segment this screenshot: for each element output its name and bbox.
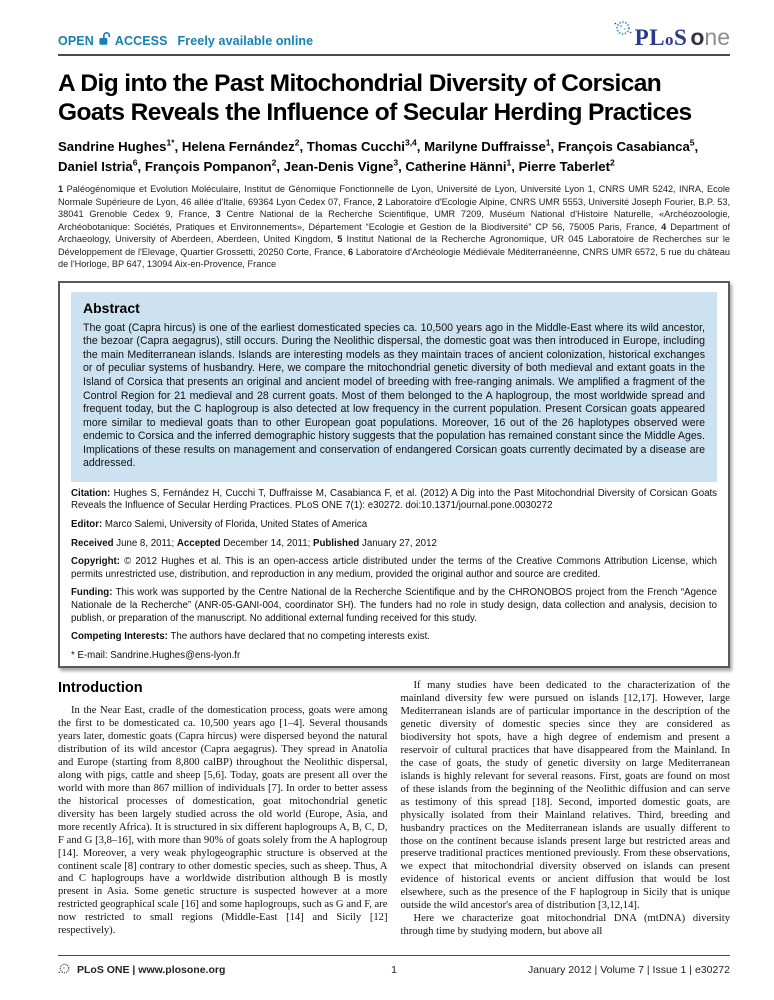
plos-one-logo <box>614 26 730 49</box>
author: François Pompanon$^2$, <box>144 157 284 175</box>
dates-row: Received June 8, 2011; Accepted December 14, 2011; Published January 27, 2012 <box>71 537 437 549</box>
article-title <box>58 69 730 128</box>
intro-paragraph-2: If many studies have been dedicated to the characterization of the mainland diversity few were pursued on islands [12,17]. However, large Mediterranean islands are of particular importance in the description of the genetic diversity of domestic species since they are considered as biodiversity hot spots, have a high degree of endemism and present a reservoir of cultural practices that have disappeared from the Mainland. In the case of goats, the study of genetic diversity on large Mediterranean islands is highly relevant for several reasons. First, goats are found on most of these islands from the beginning of the Neolithic diffusion and can serve as testimony of this spread [18]. Second, imported domestic goats, are physically isolated from their Mainland relatives. Third, breeding and husbandry practices on the Mediterranean islands are usually different to those on the continent because islands present large but restricted areas and preserve traditional practices mentioned previously. From these observations, we expect that mitochondrial diversity observed on islands can present evidence of historical events or ancient diffusion that would be lost elsewhere, such as the presence of the F haplogroup in Sicily that is unique outside the wild ancestor's area of distribution [3,12,14]. <box>400 680 730 912</box>
open-access-banner <box>58 32 313 49</box>
competing-interests-row: Competing Interests: The authors have declared that no competing interests exist. <box>71 631 430 643</box>
author: Catherine Hänni$^1$, <box>405 157 519 175</box>
abstract-heading: Abstract <box>83 299 140 316</box>
footer-sphere-icon <box>58 962 71 978</box>
logo-plos-text: PLoS <box>634 25 688 50</box>
author: Helena Fernández$^2$, <box>181 137 307 155</box>
article-body <box>58 680 730 938</box>
author: Thomas Cucchi$^{3,4}$, <box>306 137 425 155</box>
editor-row: Editor: Marco Salemi, University of Florida, United States of America <box>71 519 368 530</box>
freely-available-label: Freely available online <box>177 33 314 48</box>
page-header <box>58 26 730 56</box>
affiliations: 1 Paléogénomique et Evolution Moléculaire, Institut de Génomique Fonctionnelle de Lyon, Université de Lyon, Université Lyon 1, CNRS UMR 5242, INRA, Ecole Normale Supérieure de Lyon, 46 allée d'Italie, 69364 Lyon Cedex 07, France, 2 Laboratoire d'Ecologie Alpine, CNRS UMR 5553, Université Joseph Fourier, B.P. 53, 38041 Grenoble Cedex 9, France, 3 Centre National de la Recherche Scientifique, UMR 7209, Muséum National d'Histoire Naturelle, «Archéozoologie, Archéobotanique: Sociétés, Pratiques et Environnements», Département “Ecologie et Gestion de la Biodiversité” CP 56, 75005 Paris, France, 4 Department of Archaeology, University of Aberdeen, Aberdeen, United Kingdom, 5 Institut National de la Recherche Agronomique, UR 045 Laboratoire de Recherches sur le Développement de l'Elevage, Quartier Grossetti, 20250 Corte, France, 6 Laboratoire d'Archéologie Médiévale Méditerranéenne, CNRS UMR 6572, 5 rue du château de l'Horloge, BP 647, 13094 Aix-en-Provence, France <box>58 184 730 270</box>
article-metadata-box <box>58 281 730 669</box>
introduction-heading: Introduction <box>58 680 143 697</box>
author: Jean-Denis Vigne$^3$, <box>283 157 406 175</box>
author: Pierre Taberlet$^2$ <box>518 157 615 175</box>
footer-page-number: 1 <box>391 964 397 976</box>
right-column <box>401 680 731 938</box>
logo-one-text: one <box>690 24 730 50</box>
copyright-row: Copyright: © 2012 Hughes et al. This is an open-access article distributed under the terms of the Creative Commons Attribution License, which permits unrestricted use, distribution, and reproduction in any medium, provided the original author and source are credited. <box>71 556 717 580</box>
open-access-access-label: ACCESS <box>114 33 168 48</box>
abstract-section <box>71 292 717 482</box>
author: François Casabianca$^5$, <box>557 137 699 155</box>
left-column <box>58 680 388 938</box>
author-list <box>58 137 730 177</box>
abstract-body: The goat (Capra hircus) is one of the earliest domesticated species ca. 10,500 years ago in the Middle-East where its wild ancestor, the bezoar (Capra aegagrus), still occurs. During the Neolithic dispersal, the domestic goat was then introduced in Europe, including the main Mediterranean islands. Islands are interesting models as they maintain traces of ancient colonization, historical exchanges or of peculiar systems of husbandry. Here, we compare the mitochondrial genetic diversity of both medieval and extant goats in the Island of Corsica that presents an original and ancient model of breeding with free-ranging animals. We amplified a fragment of the Control Region for 21 medieval and 28 current goats. Most of them belonged to the A haplogroup, the most worldwide spread and frequent today, but the C haplogroup is also detected at low frequency in the current population. Present Corsican goats appeared more similar to medieval goats than to other European goat populations. Moreover, 16 out of the 26 haplotypes observed were endemic to Corsica and the inferred demographic history suggests that the population has remained constant since the Middle Ages. Implications of these results on management and conservation of endangered Corsican goats currently decimated by a disease are addressed. <box>83 321 705 470</box>
intro-paragraph-1: In the Near East, cradle of the domestication process, goats were among the first to be domesticated ca. 10,500 years ago [1–4]. Several thousands years later, domestic goats (Capra hircus) were dispersed beyond the natural distribution of its wild ancestor (Capra aegagrus). They spread in Anatolia and Europe (starting from 8,800 calBP) throughout the Neolithic dispersal, along with pigs, cattle and sheep [5,6]. Today, goats are present all over the world with more than 867 million of individuals [7]. In order to better assess the historical processes of domestication, goat mitochondrial genetic diversity has been largely studied across the old world (Europe, Asia, and more recently Africa). It is structured in six different haplogroups A, B, C, D, F and G [3,8–16], with more than 90% of goats solely from the A haplogroup [14]. Moreover, a very weak phylogeographic structure is observed at the continent scale [8] contrary to other domestic species, such as sheep. Thus, A and C haplogroups have a worldwide distribution although B is mostly present in Asia. Some genetic structure is suspected however at a more restricted geographical scale [16] and some haplogroups, such as G and F, are now restricted to small regions (Middle-East [14] and Sicily [12] respectively). <box>58 705 388 937</box>
plos-sphere-icon <box>614 19 632 41</box>
citation-row: Citation: Hughes S, Fernández H, Cucchi T, Duffraisse M, Casabianca F, et al. (2012) A Dig into the Past Mitochondrial Diversity of Corsican Goats Reveals the Influence of Secular Herding Practices. PLoS ONE 7(1): e30272. doi:10.1371/journal.pone.0030272 <box>71 487 717 512</box>
footer-journal <box>58 962 391 978</box>
page-footer <box>58 955 730 978</box>
intro-paragraph-3: Here we characterize goat mitochondrial DNA (mtDNA) diversity through time by studying modern, but above all <box>400 913 730 937</box>
author: Marilyne Duffraisse$^1$, <box>424 137 558 155</box>
article-title-line2: Goats Reveals the Influence of Secular Herding Practices <box>58 99 692 127</box>
author: Daniel Istria$^6$, <box>58 157 145 175</box>
open-lock-icon <box>98 32 111 49</box>
footer-issue-info: January 2012 | Volume 7 | Issue 1 | e30272 <box>528 964 730 976</box>
author: Sandrine Hughes$^{1*}$, <box>58 137 182 155</box>
article-title-line1: A Dig into the Past Mitochondrial Diversity of Corsican <box>58 70 662 97</box>
open-access-open-label: OPEN <box>58 33 94 48</box>
footer-journal-label: PLoS ONE | www.plosone.org <box>77 964 226 976</box>
email-row: * E-mail: Sandrine.Hughes@ens-lyon.fr <box>71 649 241 661</box>
funding-row: Funding: This work was supported by the Centre National de la Recherche Scientifique and by the CHRONOBOS project from the French “Agence Nationale de la Recherche” (ANR-05-GANI-004, coordinator SH). The funders had no role in study design, data collection and analysis, decision to publish, or preparation of the manuscript. No additional external funding received for this study. <box>71 587 717 624</box>
